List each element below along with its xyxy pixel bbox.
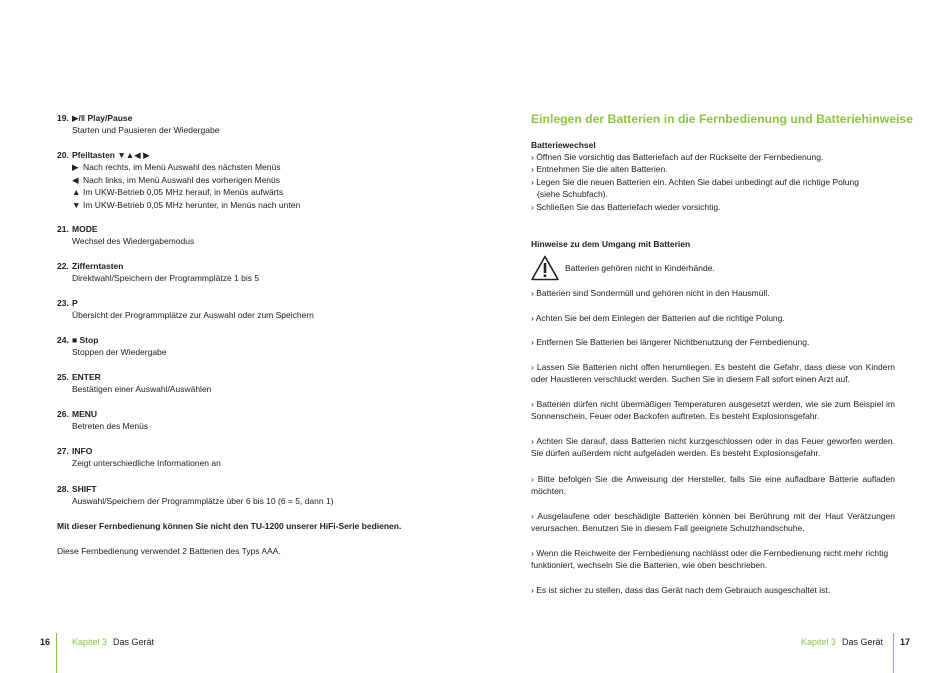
- item-text: Übersicht der Programmplätze zur Auswahl oder zum Speichern: [72, 310, 314, 321]
- item-text: Im UKW-Betrieb 0,05 MHz herauf, in Menüs aufwärts: [83, 187, 284, 198]
- hint-1: › Batterien sind Sondermüll und gehören nicht in den Hausmüll.: [531, 288, 770, 298]
- arrow-up-icon: ▲: [72, 187, 81, 198]
- footer-divider: [893, 633, 894, 673]
- hint-6: › Achten Sie darauf, dass Batterien nicht kurzgeschlossen oder in das Feuer geworfen werden. Sie dürfen außerdem nicht aufgeladen werden. Es besteht Explosionsgefahr.: [531, 436, 895, 459]
- hint-5: › Batterien dürfen nicht übermäßigen Temperaturen ausgesetzt werden, wie sie zum Beispiel im Sonnenschein, Feuer oder Backofen auftreten. Es besteht Explosionsgefahr.: [531, 399, 895, 422]
- item-heading: SHIFT: [72, 484, 97, 494]
- right-page: [475, 0, 950, 673]
- battery-type-note: Diese Fernbedienung verwendet 2 Batterien des Typs AAA.: [57, 546, 281, 556]
- item-heading: MODE: [72, 224, 98, 234]
- item-number: 20.: [57, 150, 69, 160]
- list-item-23: [57, 297, 457, 322]
- arrow-right-line: [72, 161, 457, 173]
- list-item-21: [57, 223, 457, 248]
- compatibility-note: Mit dieser Fernbedienung können Sie nicht den TU-1200 unserer HiFi-Serie bedienen.: [57, 521, 402, 531]
- item-heading: P: [72, 298, 78, 308]
- chapter-label: Kapitel 3: [72, 637, 108, 647]
- item-heading: ENTER: [72, 372, 101, 382]
- step-line: › Legen Sie die neuen Batterien ein. Achten Sie dabei unbedingt auf die richtige Polung: [531, 176, 859, 187]
- list-item-26: [57, 408, 457, 433]
- item-number: 19.: [57, 113, 69, 123]
- item-heading: Pfeiltasten ▼▲◀ ▶: [72, 150, 150, 160]
- warning-row: [531, 255, 831, 281]
- list-item-20: [57, 149, 457, 211]
- item-number: 21.: [57, 224, 69, 234]
- item-number: 23.: [57, 298, 69, 308]
- list-item-24: [57, 334, 457, 359]
- hint-3: › Entfernen Sie Batterien bei längerer Nichtbenutzung der Fernbedienung.: [531, 337, 810, 347]
- item-text: Nach links, im Menü Auswahl des vorherigen Menüs: [83, 174, 281, 185]
- item-number: 22.: [57, 261, 69, 271]
- item-text: Zeigt unterschiedliche Informationen an: [72, 458, 221, 469]
- list-item-25: [57, 371, 457, 396]
- list-item-19: [57, 112, 457, 137]
- item-text: Auswahl/Speichern der Programmplätze über 6 bis 10 (6 = 5, dann 1): [72, 496, 334, 507]
- step-line: (siehe Schubfach).: [537, 189, 608, 200]
- hint-2: › Achten Sie bei dem Einlegen der Batterien auf die richtige Polung.: [531, 313, 785, 323]
- item-number: 28.: [57, 484, 69, 494]
- step-line: › Öffnen Sie vorsichtig das Batteriefach auf der Rückseite der Fernbedienung.: [531, 152, 824, 162]
- item-text: Im UKW-Betrieb 0,05 MHz herunter, in Menüs nach unten: [83, 199, 301, 210]
- battery-change-heading: Batteriewechsel: [531, 140, 596, 150]
- item-number: 25.: [57, 372, 69, 382]
- battery-change-steps: [531, 151, 895, 213]
- arrow-down-line: [72, 199, 457, 211]
- chapter-label: Kapitel 3: [801, 637, 837, 647]
- item-number: 24.: [57, 335, 69, 345]
- item-text: Wechsel des Wiedergabemodus: [72, 236, 195, 247]
- step-line: › Entnehmen Sie die alten Batterien.: [531, 164, 668, 175]
- section-label: Das Gerät: [113, 637, 155, 647]
- hint-9: › Wenn die Reichweite der Fernbedienung nachlässt oder die Fernbedienung nicht mehr richtig funktioniert, wechseln Sie die Batterien, wie oben beschrieben.: [531, 548, 889, 571]
- list-item-28: [57, 483, 457, 508]
- hint-4: › Lassen Sie Batterien nicht offen herumliegen. Es besteht die Gefahr, dass diese von Kindern oder Haustieren verschluckt werden. Suchen Sie in diesem Fall sofort einen Arzt auf.: [531, 362, 895, 385]
- arrow-right-icon: ▶: [72, 162, 79, 173]
- item-heading: ■ Stop: [72, 335, 99, 345]
- item-number: 27.: [57, 446, 69, 456]
- arrow-down-icon: ▼: [72, 199, 81, 210]
- arrow-left-line: [72, 174, 457, 186]
- item-heading: MENU: [72, 409, 98, 419]
- item-text: Stoppen der Wiedergabe: [72, 347, 167, 358]
- battery-handling-heading: Hinweise zu dem Umgang mit Batterien: [531, 239, 691, 249]
- item-number: 26.: [57, 409, 69, 419]
- warning-text: Batterien gehören nicht in Kinderhände.: [565, 263, 715, 273]
- footer-divider: [56, 633, 57, 673]
- section-title: Einlegen der Batterien in die Fernbedienung und Batteriehinweise: [531, 112, 913, 126]
- item-text: Betreten des Menüs: [72, 421, 149, 432]
- list-item-27: [57, 445, 457, 470]
- arrow-left-icon: ◀: [72, 174, 79, 185]
- arrow-up-line: [72, 186, 457, 198]
- hint-10: › Es ist sicher zu stellen, dass das Gerät nach dem Gebrauch ausgeschaltet ist.: [531, 585, 831, 595]
- item-heading: ▶/ǁ Play/Pause: [72, 113, 133, 123]
- item-heading: Zifferntasten: [72, 261, 124, 271]
- section-label: Das Gerät: [842, 637, 884, 647]
- page-number-left: 16: [40, 637, 51, 647]
- footer-chapter: [72, 636, 154, 648]
- item-text: Bestätigen einer Auswahl/Auswählen: [72, 384, 212, 395]
- item-text: Nach rechts, im Menü Auswahl des nächsten Menüs: [83, 162, 281, 173]
- hint-8: › Ausgelaufene oder beschädigte Batterien können bei Berührung mit der Haut Verätzungen verursachen. Benutzen Sie in diesem Fall geeignete Schutzhandschuhe.: [531, 511, 895, 534]
- step-line: › Schließen Sie das Batteriefach wieder vorsichtig.: [531, 201, 721, 212]
- footer-chapter: [801, 636, 883, 648]
- hint-7: › Bitte befolgen Sie die Anweisung der Hersteller, falls Sie eine aufladbare Batterie aufladen möchten.: [531, 474, 895, 497]
- list-item-22: [57, 260, 457, 285]
- page-number-right: 17: [900, 637, 911, 647]
- item-text: Direktwahl/Speichern der Programmplätze 1 bis 5: [72, 273, 260, 284]
- warning-triangle-icon: [531, 255, 559, 281]
- item-heading: INFO: [72, 446, 93, 456]
- item-text: Starten und Pausieren der Wiedergabe: [72, 125, 220, 136]
